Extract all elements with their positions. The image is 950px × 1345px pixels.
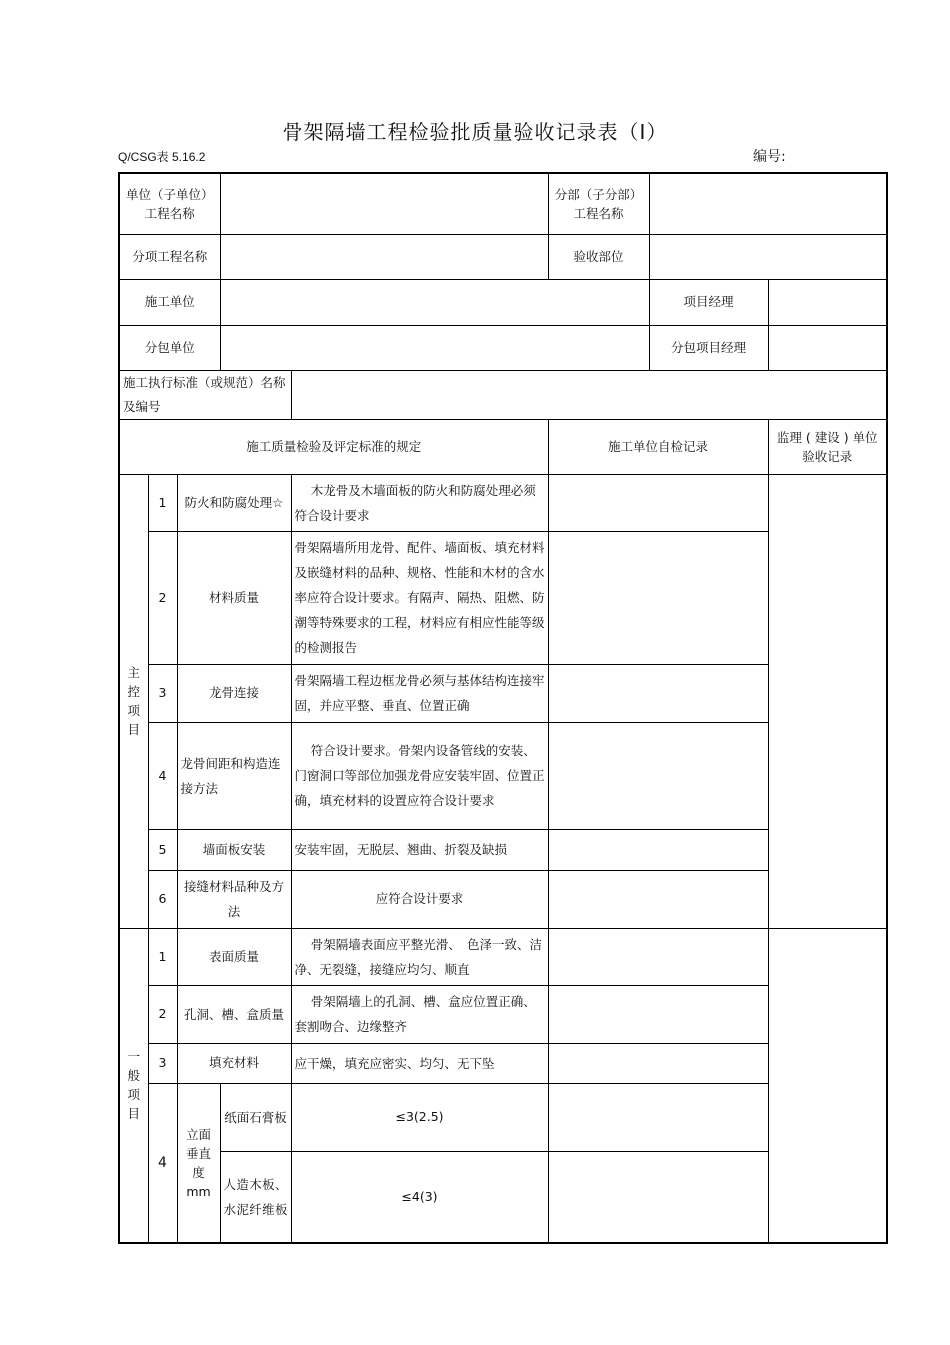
- spec-column-header: 施工质量检验及评定标准的规定: [119, 419, 548, 474]
- subitem-field[interactable]: [220, 234, 548, 279]
- division-name-field[interactable]: [649, 173, 887, 234]
- item-desc: 应符合设计要求: [291, 870, 548, 928]
- self-check-cell[interactable]: [548, 928, 768, 985]
- item-name: 立面 垂直 度 mm: [177, 1083, 220, 1243]
- tolerance-value: ≤3(2.5): [291, 1083, 548, 1151]
- acceptance-part-label: 验收部位: [548, 234, 649, 279]
- general-section-label: 一 般 项 目: [119, 928, 148, 1243]
- item-desc: 木龙骨及木墙面板的防火和防腐处理必须符合设计要求: [291, 474, 548, 531]
- sub-item-name: 人造木板、水泥纤维板: [220, 1151, 291, 1243]
- item-name: 孔洞、槽、盒质量: [177, 985, 291, 1043]
- self-check-cell[interactable]: [548, 664, 768, 722]
- item-name: 表面质量: [177, 928, 291, 985]
- tolerance-value: ≤4(3): [291, 1151, 548, 1243]
- acceptance-part-field[interactable]: [649, 234, 887, 279]
- item-name: 材料质量: [177, 531, 291, 664]
- unit-name-label: 单位（子单位） 工程名称: [119, 173, 220, 234]
- supervision-cell-general[interactable]: [768, 928, 887, 1243]
- self-check-cell[interactable]: [548, 985, 768, 1043]
- unit-name-field[interactable]: [220, 173, 548, 234]
- subitem-label: 分项工程名称: [119, 234, 220, 279]
- item-desc: 安装牢固，无脱层、翘曲、折裂及缺损: [291, 829, 548, 870]
- item-name: 填充材料: [177, 1043, 291, 1083]
- item-number: 1: [148, 474, 177, 531]
- self-check-cell[interactable]: [548, 722, 768, 829]
- sub-item-name: 纸面石膏板: [220, 1083, 291, 1151]
- item-desc: 骨架隔墙上的孔洞、槽、盒应位置正确、套割吻合、边缘整齐: [291, 985, 548, 1043]
- supervision-column-header: 监理 ( 建设 ) 单位 验收记录: [768, 419, 887, 474]
- self-check-cell[interactable]: [548, 829, 768, 870]
- item-number: 2: [148, 985, 177, 1043]
- item-name: 墙面板安装: [177, 829, 291, 870]
- standard-field[interactable]: [291, 370, 887, 419]
- item-number: 2: [148, 531, 177, 664]
- self-check-cell[interactable]: [548, 870, 768, 928]
- item-number: 4: [148, 722, 177, 829]
- project-manager-label: 项目经理: [649, 279, 768, 325]
- standard-label: 施工执行标准（或规范）名称及编号: [119, 370, 291, 419]
- item-number: 3: [148, 1043, 177, 1083]
- main-section-label: 主 控 项 目: [119, 474, 148, 928]
- subcontract-unit-field[interactable]: [220, 325, 649, 370]
- self-check-cell[interactable]: [548, 531, 768, 664]
- item-number: 6: [148, 870, 177, 928]
- inspection-table: [118, 172, 888, 1244]
- subcontract-manager-field[interactable]: [768, 325, 887, 370]
- item-number: 5: [148, 829, 177, 870]
- subcontract-manager-label: 分包项目经理: [649, 325, 768, 370]
- item-name: 防火和防腐处理☆: [177, 474, 291, 531]
- item-desc: 符合设计要求。骨架内设备管线的安装、门窗洞口等部位加强龙骨应安装牢固、位置正确，填充材料的设置应符合设计要求: [291, 722, 548, 829]
- self-check-column-header: 施工单位自检记录: [548, 419, 768, 474]
- item-desc: 骨架隔墙所用龙骨、配件、墙面板、填充材料及嵌缝材料的品种、规格、性能和木材的含水率应符合设计要求。有隔声、隔热、阻燃、防潮等特殊要求的工程，材料应有相应性能等级的检测报告: [291, 531, 548, 664]
- project-manager-field[interactable]: [768, 279, 887, 325]
- division-name-label: 分部（子分部） 工程名称: [548, 173, 649, 234]
- item-name: 龙骨连接: [177, 664, 291, 722]
- self-check-cell[interactable]: [548, 474, 768, 531]
- page-title: 骨架隔墙工程检验批质量验收记录表（Ⅰ）: [282, 120, 668, 144]
- item-number: 3: [148, 664, 177, 722]
- supervision-cell-main[interactable]: [768, 474, 887, 928]
- subcontract-unit-label: 分包单位: [119, 325, 220, 370]
- construction-unit-label: 施工单位: [119, 279, 220, 325]
- measurement-grid[interactable]: [548, 1151, 768, 1243]
- construction-unit-field[interactable]: [220, 279, 649, 325]
- item-name: 接缝材料品种及方法: [177, 870, 291, 928]
- item-desc: 应干燥，填充应密实、均匀、无下坠: [291, 1043, 548, 1083]
- self-check-cell[interactable]: [548, 1043, 768, 1083]
- number-label: 编号:: [753, 149, 786, 165]
- item-name: 龙骨间距和构造连接方法: [177, 722, 291, 829]
- form-code: Q/CSG表 5.16.2: [118, 150, 206, 164]
- measurement-grid[interactable]: [548, 1083, 768, 1151]
- item-number: 1: [148, 928, 177, 985]
- item-desc: 骨架隔墙表面应平整光滑、 色泽一致、洁净、无裂缝，接缝应均匀、顺直: [291, 928, 548, 985]
- item-number: 4: [148, 1083, 177, 1243]
- item-desc: 骨架隔墙工程边框龙骨必须与基体结构连接牢固，并应平整、垂直、位置正确: [291, 664, 548, 722]
